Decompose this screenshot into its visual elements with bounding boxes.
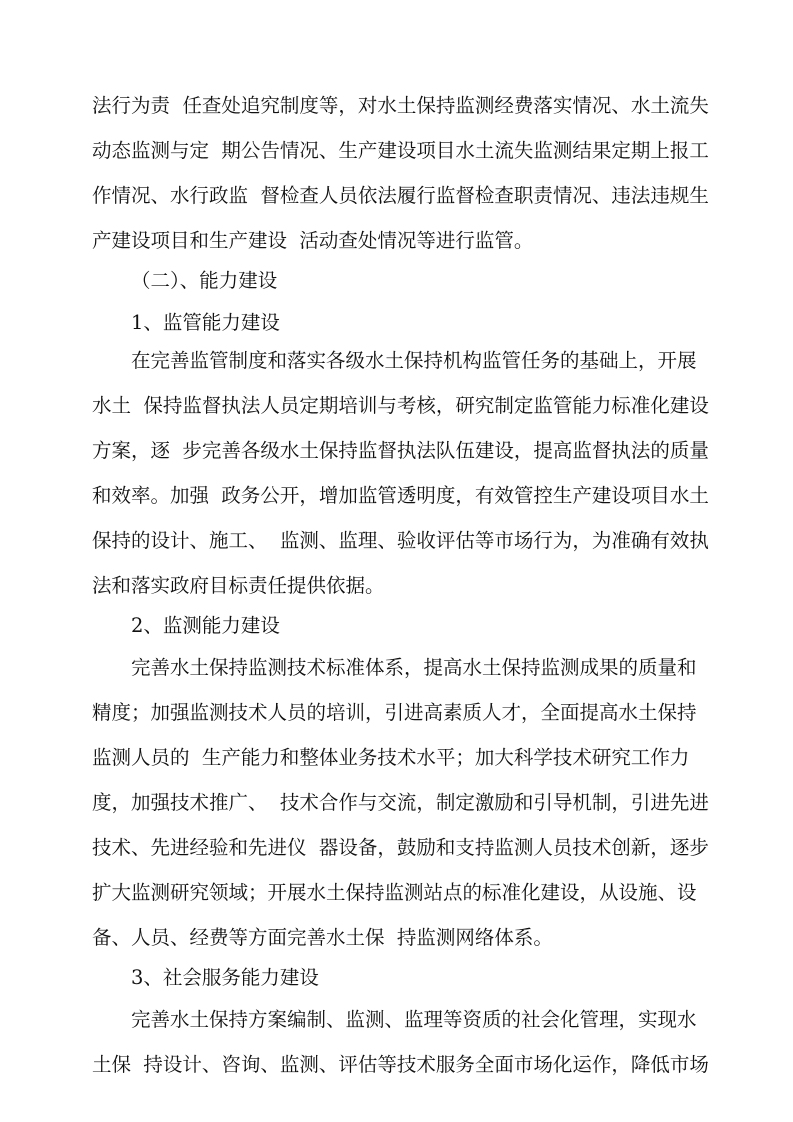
section-heading: （二）、能力建设	[131, 269, 278, 292]
text-line: 备、人员、经费等方面完善水土保 持监测网络体系。	[92, 926, 553, 949]
text-line: 扩大监测研究领域；开展水土保持监测站点的标准化建设，从设施、设	[92, 881, 697, 904]
text-line: 完善水土保持方案编制、监测、监理等资质的社会化管理，实现水	[131, 1008, 697, 1031]
text-line: 完善水土保持监测技术标准体系，提高水土保持监测成果的质量和	[131, 656, 697, 679]
text-line: 监测人员的 生产能力和整体业务技术水平；加大科学技术研究工作力	[92, 746, 690, 769]
subsection-heading: 3、社会服务能力建设	[131, 966, 319, 989]
text-line: 在完善监管制度和落实各级水土保持机构监管任务的基础上，开展	[131, 349, 697, 372]
text-line: 和效率。加强 政务公开，增加监管透明度，有效管控生产建设项目水土	[92, 484, 709, 507]
subsection-heading: 2、监测能力建设	[131, 614, 280, 637]
text-line: 技术、先进经验和先进仪 器设备，鼓励和支持监测人员技术创新，逐步	[92, 836, 709, 859]
text-line: 方案，逐 步完善各级水土保持监督执法队伍建设，提高监督执法的质量	[92, 439, 709, 462]
text-line: 精度；加强监测技术人员的培训，引进高素质人才，全面提高水土保持	[92, 701, 697, 724]
text-line: 动态监测与定 期公告情况、生产建设项目水土流失监测结果定期上报工	[92, 139, 709, 162]
text-line: 法和落实政府目标责任提供依据。	[92, 574, 385, 597]
text-line: 法行为责 任查处追究制度等，对水土保持监测经费落实情况、水土流失	[92, 94, 709, 117]
text-line: 保持的设计、施工、 监测、监理、验收评估等市场行为，为准确有效执	[92, 529, 709, 552]
text-line: 土保 持设计、咨询、监测、评估等技术服务全面市场化运作，降低市场	[92, 1053, 709, 1076]
text-line: 度，加强技术推广、 技术合作与交流，制定激励和引导机制，引进先进	[92, 791, 709, 814]
text-line: 作情况、水行政监 督检查人员依法履行监督检查职责情况、违法违规生	[92, 184, 709, 207]
text-line: 水土 保持监督执法人员定期培训与考核，研究制定监管能力标准化建设	[92, 394, 709, 417]
subsection-heading: 1、监管能力建设	[131, 311, 280, 334]
text-line: 产建设项目和生产建设 活动查处情况等进行监管。	[92, 229, 534, 252]
